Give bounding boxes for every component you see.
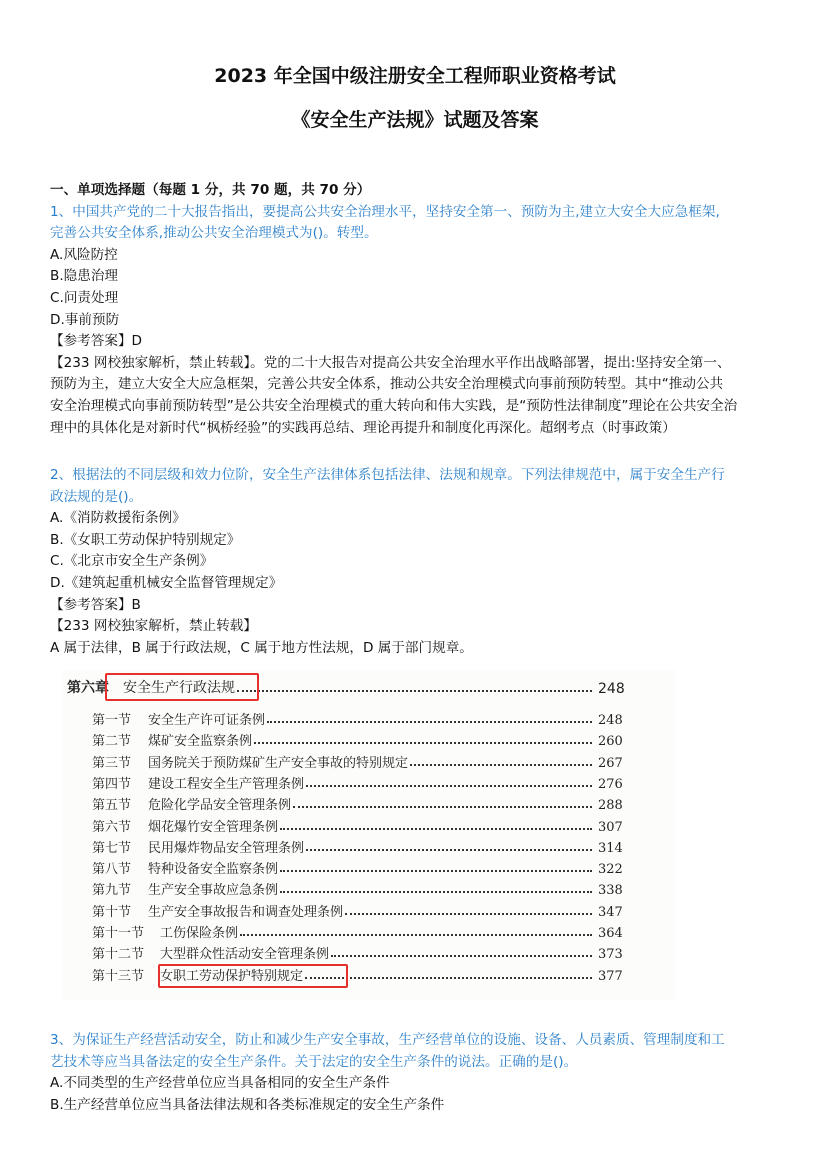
toc-page: 267 — [598, 755, 623, 771]
toc-section-label: 第十三节 — [92, 968, 145, 984]
q1-option-d: D.事前预防 — [50, 311, 120, 328]
toc-section-label: 第六节 — [92, 819, 132, 835]
toc-chapter-title: 安全生产行政法规 — [123, 680, 235, 696]
toc-section-row — [92, 836, 622, 856]
toc-section-title: 烟花爆竹安全管理条例 — [148, 819, 279, 835]
q2-analysis-line: 【233 网校独家解析，禁止转载】 — [50, 618, 257, 635]
toc-section-row — [92, 942, 622, 962]
document-subtitle: 《安全生产法规》试题及答案 — [291, 109, 539, 131]
toc-leader — [306, 849, 592, 851]
q2-answer: 【参考答案】B — [50, 596, 141, 613]
q3-option-b: B.生产经营单位应当具备法律法规和各类标准规定的安全生产条件 — [50, 1096, 445, 1113]
document-title: 2023 年全国中级注册安全工程师职业资格考试 — [214, 65, 616, 87]
toc-leader — [267, 721, 592, 723]
toc-chapter-label: 第六章 — [67, 680, 109, 696]
toc-page: 307 — [598, 819, 623, 835]
q1-answer: 【参考答案】D — [50, 333, 143, 350]
toc-page: 276 — [598, 776, 623, 792]
toc-leader — [280, 891, 592, 893]
q2-option-c: C.《北京市安全生产条例》 — [50, 553, 214, 570]
q3-block — [50, 1030, 790, 1116]
toc-section-title: 危险化学品安全管理条例 — [148, 798, 292, 814]
toc-leader — [280, 828, 592, 830]
toc-page: 347 — [598, 904, 623, 920]
toc-leader — [410, 764, 592, 766]
section-heading: 一、单项选择题（每题 1 分，共 70 题，共 70 分） — [50, 182, 371, 198]
toc-section-title: 生产安全事故报告和调查处理条例 — [148, 904, 344, 920]
toc-section-label: 第七节 — [92, 840, 132, 856]
toc-section-label: 第八节 — [92, 862, 132, 878]
toc-section-row — [92, 857, 622, 877]
q3-question-line: 3、为保证生产经营活动安全，防止和减少生产安全事故，生产经营单位的设施、设备、人员素质、管理制度和工 — [50, 1032, 725, 1048]
toc-section-title: 女职工劳动保护特别规定 — [160, 968, 304, 984]
toc-page: 377 — [598, 968, 623, 984]
toc-section-label: 第五节 — [92, 798, 132, 814]
q1-option-a: A.风险防控 — [50, 246, 118, 263]
toc-leader — [280, 870, 592, 872]
toc-section-row — [92, 729, 622, 749]
toc-leader — [305, 977, 592, 979]
q2-analysis-line: A 属于法律，B 属于行政法规，C 属于地方性法规，D 属于部门规章。 — [50, 639, 473, 656]
q1-analysis-line: 安全治理模式向事前预防转型”是公共安全治理模式的重大转向和伟大实践，是“预防性法律制度”理论在公共安全治 — [50, 397, 738, 414]
toc-section-label: 第一节 — [92, 713, 132, 728]
toc-section-label: 第四节 — [92, 776, 132, 792]
toc-leader — [240, 934, 592, 936]
toc-section-row — [92, 751, 622, 771]
q1-analysis-line: 理中的具体化是对新时代“枫桥经验”的实践再总结、理论再提升和制度化再深化。超纲考点（时事政策） — [50, 419, 676, 436]
toc-page: 260 — [598, 734, 623, 750]
toc-section-label: 第二节 — [92, 734, 132, 750]
toc-page: 373 — [598, 947, 623, 963]
highlight-box — [105, 673, 259, 701]
toc-section-row — [92, 815, 622, 835]
toc-section-row — [92, 900, 622, 920]
toc-section-row — [92, 793, 622, 813]
q1-analysis-line: 【233 网校独家解析，禁止转载】。党的二十大报告对提高公共安全治理水平作出战略部署，提出:坚持安全第一、 — [50, 354, 731, 371]
toc-section-label: 第十一节 — [92, 926, 145, 941]
q2-option-d: D.《建筑起重机械安全监督管理规定》 — [50, 574, 283, 591]
toc-section-title: 国务院关于预防煤矿生产安全事故的特别规定 — [148, 755, 409, 771]
toc-page: 322 — [598, 862, 623, 878]
toc-page: 338 — [598, 883, 623, 899]
toc-section-title: 安全生产许可证条例 — [148, 713, 266, 728]
toc-page: 364 — [598, 926, 623, 941]
q1-block — [50, 180, 790, 439]
toc-section-row — [92, 878, 622, 898]
toc-leader — [306, 785, 592, 787]
toc-page: 248 — [598, 681, 625, 697]
toc-leader — [331, 955, 592, 957]
toc-leader — [237, 690, 592, 692]
highlight-box — [158, 964, 348, 988]
toc-section-title: 民用爆炸物品安全管理条例 — [148, 840, 305, 856]
toc-section-title: 工伤保险条例 — [160, 926, 239, 941]
toc-leader — [345, 913, 592, 915]
toc-section-title: 特种设备安全监察条例 — [148, 862, 279, 878]
q1-option-b: B.隐患治理 — [50, 268, 119, 285]
q2-question-line: 2、根据法的不同层级和效力位阶，安全生产法律体系包括法律、法规和规章。下列法律规范中，属于安全生产行 — [50, 467, 725, 483]
toc-section-title: 建设工程安全生产管理条例 — [148, 776, 305, 792]
q1-analysis-line: 预防为主，建立大安全大应急框架，完善公共安全体系，推动公共安全治理模式向事前预防转型。其中“推动公共 — [50, 376, 724, 393]
toc-section-row — [92, 921, 622, 941]
toc-section-title: 煤矿安全监察条例 — [148, 734, 253, 750]
q1-question-line: 1、中国共产党的二十大报告指出，要提高公共安全治理水平，坚持安全第一、预防为主,建立大安全大应急框架, — [50, 203, 720, 220]
toc-section-label: 第九节 — [92, 883, 132, 899]
q3-question-line: 艺技术等应当具备法定的安全生产条件。关于法定的安全生产条件的说法。正确的是()。 — [50, 1053, 578, 1070]
toc-section-title: 大型群众性活动安全管理条例 — [160, 947, 330, 963]
q3-option-a: A.不同类型的生产经营单位应当具备相同的安全生产条件 — [50, 1075, 390, 1092]
toc-image — [62, 670, 676, 1000]
toc-section-label: 第十节 — [92, 904, 132, 920]
toc-page: 314 — [598, 840, 623, 856]
q2-option-a: A.《消防救援衔条例》 — [50, 510, 186, 527]
q2-question-line: 政法规的是()。 — [50, 488, 143, 505]
toc-section-row — [92, 708, 622, 728]
q2-option-b: B.《女职工劳动保护特别规定》 — [50, 531, 241, 548]
toc-leader — [293, 806, 592, 808]
toc-section-label: 第十二节 — [92, 947, 145, 963]
q1-option-c: C.问责处理 — [50, 289, 119, 306]
toc-section-label: 第三节 — [92, 755, 132, 771]
q1-question-line: 完善公共安全体系,推动公共安全治理模式为()。转型。 — [50, 225, 378, 242]
toc-leader — [254, 742, 592, 744]
toc-section-title: 生产安全事故应急条例 — [148, 883, 279, 899]
q2-block — [50, 465, 790, 659]
toc-page: 288 — [598, 798, 623, 814]
toc-page: 248 — [598, 713, 623, 728]
toc-section-row — [92, 772, 622, 792]
